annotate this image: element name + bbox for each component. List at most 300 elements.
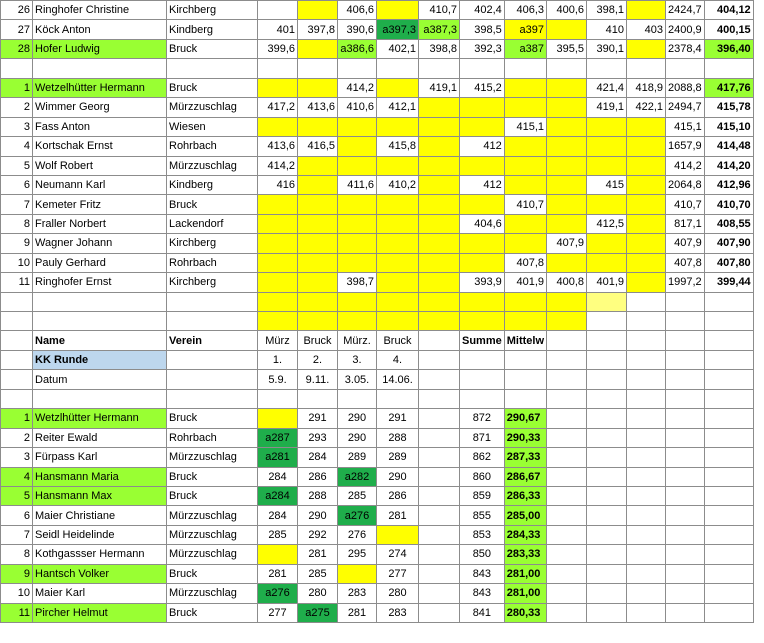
average-cell[interactable]: 286,67 [504,467,546,486]
cell[interactable] [704,350,753,369]
score-cell[interactable]: 410,7 [419,1,460,20]
shooter-name-cell[interactable]: Hansmann Max [33,486,167,505]
cell[interactable] [167,350,258,369]
score-cell[interactable] [627,292,666,311]
score-cell[interactable]: 410,6 [338,98,377,117]
score-cell[interactable] [298,59,338,78]
cell[interactable] [587,584,627,603]
shooter-name-cell[interactable]: Seidl Heidelinde [33,525,167,544]
cell[interactable] [547,331,587,350]
score-cell[interactable] [298,117,338,136]
score-cell[interactable] [419,214,460,233]
score-cell[interactable] [547,175,587,194]
score-cell[interactable] [547,78,587,97]
club-cell[interactable]: Rohrbach [167,428,258,447]
score-cell[interactable]: a387 [504,39,546,58]
score-cell[interactable]: 284 [298,448,338,467]
score-cell[interactable]: a397,3 [377,20,419,39]
average-cell[interactable]: 415,10 [704,117,753,136]
score-cell[interactable] [298,78,338,97]
score-cell[interactable]: 398,7 [338,273,377,292]
cell[interactable] [377,389,419,408]
rank-cell[interactable] [1,59,33,78]
name-header[interactable]: Name [33,331,167,350]
score-cell[interactable] [627,137,666,156]
score-cell[interactable]: 416 [258,175,298,194]
sum-cell[interactable]: 2064,8 [666,175,705,194]
score-cell[interactable]: a281 [258,448,298,467]
shooter-name-cell[interactable]: Pauly Gerhard [33,253,167,272]
round-cell[interactable]: 2. [298,350,338,369]
score-cell[interactable] [460,156,505,175]
score-cell[interactable] [419,234,460,253]
cell[interactable] [504,350,546,369]
score-cell[interactable]: 397,8 [298,20,338,39]
average-cell[interactable]: 410,70 [704,195,753,214]
cell[interactable] [298,389,338,408]
rank-cell[interactable]: 26 [1,1,33,20]
score-cell[interactable] [627,234,666,253]
score-cell[interactable] [377,253,419,272]
score-cell[interactable]: 413,6 [258,137,298,156]
score-cell[interactable] [504,214,546,233]
score-cell[interactable] [377,312,419,331]
score-cell[interactable] [504,156,546,175]
sum-cell[interactable]: 2088,8 [666,78,705,97]
cell[interactable] [419,389,460,408]
score-cell[interactable] [338,234,377,253]
score-cell[interactable] [419,156,460,175]
club-cell[interactable]: Lackendorf [167,214,258,233]
score-cell[interactable]: 412 [460,137,505,156]
cell[interactable] [547,389,587,408]
score-cell[interactable] [627,273,666,292]
score-cell[interactable]: 291 [298,409,338,428]
average-cell[interactable]: 290,67 [504,409,546,428]
score-cell[interactable]: 399,6 [258,39,298,58]
score-cell[interactable] [377,214,419,233]
score-cell[interactable]: 280 [377,584,419,603]
date-cell[interactable]: 14.06. [377,370,419,389]
score-cell[interactable] [377,234,419,253]
average-cell[interactable]: 414,20 [704,156,753,175]
sum-cell[interactable]: 410,7 [666,195,705,214]
cell[interactable] [419,409,460,428]
score-cell[interactable] [258,273,298,292]
cell[interactable] [627,525,666,544]
score-cell[interactable] [587,312,627,331]
score-cell[interactable]: 414,2 [258,156,298,175]
rank-cell[interactable] [1,292,33,311]
score-cell[interactable] [547,117,587,136]
score-cell[interactable]: 415,2 [460,78,505,97]
score-cell[interactable] [377,78,419,97]
score-cell[interactable]: 285 [338,486,377,505]
score-cell[interactable] [258,214,298,233]
cell[interactable] [587,428,627,447]
sum-cell[interactable]: 843 [460,564,505,583]
score-cell[interactable] [298,273,338,292]
rank-cell[interactable]: 8 [1,545,33,564]
cell[interactable] [419,564,460,583]
score-cell[interactable]: 412,5 [587,214,627,233]
score-cell[interactable]: 419,1 [587,98,627,117]
score-cell[interactable]: a287 [258,428,298,447]
col-header[interactable]: Bruck [298,331,338,350]
score-cell[interactable] [627,1,666,20]
cell[interactable] [258,389,298,408]
average-cell[interactable]: 399,44 [704,273,753,292]
sum-cell[interactable] [666,312,705,331]
score-cell[interactable] [547,312,587,331]
club-cell[interactable]: Bruck [167,603,258,622]
club-cell[interactable]: Kirchberg [167,1,258,20]
cell[interactable] [587,350,627,369]
score-cell[interactable]: 398,5 [460,20,505,39]
cell[interactable] [587,603,627,622]
score-cell[interactable] [338,156,377,175]
round-label[interactable]: KK Runde [33,350,167,369]
score-cell[interactable] [258,545,298,564]
score-cell[interactable] [377,117,419,136]
cell[interactable] [627,564,666,583]
score-cell[interactable]: 410,2 [377,175,419,194]
score-cell[interactable]: 283 [377,603,419,622]
score-cell[interactable] [338,195,377,214]
cell[interactable] [627,506,666,525]
shooter-name-cell[interactable]: Fraller Norbert [33,214,167,233]
score-cell[interactable] [587,234,627,253]
cell[interactable] [627,486,666,505]
round-cell[interactable]: 3. [338,350,377,369]
club-cell[interactable]: Mürzzuschlag [167,584,258,603]
shooter-name-cell[interactable]: Hantsch Volker [33,564,167,583]
cell[interactable] [704,428,753,447]
cell[interactable] [338,389,377,408]
rank-cell[interactable]: 1 [1,409,33,428]
date-cell[interactable]: 5.9. [258,370,298,389]
cell[interactable] [419,603,460,622]
score-cell[interactable]: 285 [258,525,298,544]
cell[interactable] [704,525,753,544]
cell[interactable] [704,331,753,350]
average-cell[interactable]: 281,00 [504,584,546,603]
score-cell[interactable] [338,312,377,331]
score-cell[interactable]: 402,1 [377,39,419,58]
score-cell[interactable]: 288 [298,486,338,505]
score-cell[interactable]: a282 [338,467,377,486]
rank-cell[interactable] [1,312,33,331]
score-cell[interactable] [258,312,298,331]
rank-cell[interactable]: 3 [1,117,33,136]
score-cell[interactable] [547,156,587,175]
score-cell[interactable]: a397 [504,20,546,39]
club-cell[interactable]: Mürzzuschlag [167,525,258,544]
club-cell[interactable]: Kindberg [167,20,258,39]
score-cell[interactable]: 291 [377,409,419,428]
cell[interactable] [419,428,460,447]
score-cell[interactable] [460,59,505,78]
average-cell[interactable]: 404,12 [704,1,753,20]
club-cell[interactable] [167,312,258,331]
score-cell[interactable] [419,253,460,272]
cell[interactable] [547,584,587,603]
average-cell[interactable]: 281,00 [504,564,546,583]
score-cell[interactable]: 402,4 [460,1,505,20]
club-cell[interactable]: Kindberg [167,175,258,194]
rank-cell[interactable]: 1 [1,78,33,97]
cell[interactable] [627,350,666,369]
score-cell[interactable] [419,312,460,331]
score-cell[interactable] [627,117,666,136]
cell[interactable] [666,564,705,583]
cell[interactable] [547,370,587,389]
score-cell[interactable] [258,59,298,78]
club-cell[interactable] [167,59,258,78]
cell[interactable] [587,525,627,544]
score-cell[interactable] [377,292,419,311]
score-cell[interactable] [419,59,460,78]
cell[interactable] [666,331,705,350]
score-cell[interactable] [298,1,338,20]
score-cell[interactable]: 281 [338,603,377,622]
cell[interactable] [666,584,705,603]
average-cell[interactable]: 284,33 [504,525,546,544]
cell[interactable] [547,448,587,467]
sum-cell[interactable]: 817,1 [666,214,705,233]
cell[interactable] [419,467,460,486]
cell[interactable] [419,584,460,603]
cell[interactable] [587,331,627,350]
score-cell[interactable] [504,234,546,253]
shooter-name-cell[interactable]: Wagner Johann [33,234,167,253]
cell[interactable] [704,584,753,603]
score-cell[interactable] [587,59,627,78]
score-cell[interactable]: 284 [258,506,298,525]
cell[interactable] [666,467,705,486]
cell[interactable] [627,428,666,447]
cell[interactable] [167,370,258,389]
club-cell[interactable]: Bruck [167,486,258,505]
score-cell[interactable] [298,39,338,58]
score-cell[interactable] [547,20,587,39]
score-cell[interactable] [258,1,298,20]
score-cell[interactable] [547,253,587,272]
cell[interactable] [504,370,546,389]
cell[interactable] [419,370,460,389]
score-cell[interactable] [258,117,298,136]
score-cell[interactable] [627,156,666,175]
average-cell[interactable]: 414,48 [704,137,753,156]
score-cell[interactable] [298,214,338,233]
date-label[interactable]: Datum [33,370,167,389]
score-cell[interactable]: 404,6 [460,214,505,233]
score-cell[interactable]: a275 [298,603,338,622]
score-cell[interactable] [504,78,546,97]
cell[interactable] [704,506,753,525]
round-cell[interactable]: 4. [377,350,419,369]
cell[interactable] [504,389,546,408]
cell[interactable] [587,467,627,486]
cell[interactable] [1,389,33,408]
cell[interactable] [587,506,627,525]
cell[interactable] [547,506,587,525]
average-cell[interactable] [704,292,753,311]
rank-cell[interactable]: 11 [1,603,33,622]
cell[interactable] [704,448,753,467]
cell[interactable] [704,564,753,583]
cell[interactable] [704,545,753,564]
cell[interactable] [627,389,666,408]
rank-cell[interactable]: 7 [1,195,33,214]
cell[interactable] [419,331,460,350]
club-cell[interactable]: Bruck [167,409,258,428]
rank-cell[interactable]: 2 [1,98,33,117]
score-cell[interactable] [547,195,587,214]
shooter-name-cell[interactable]: Köck Anton [33,20,167,39]
rank-cell[interactable]: 6 [1,506,33,525]
cell[interactable] [460,350,505,369]
average-cell[interactable]: 408,55 [704,214,753,233]
club-cell[interactable]: Bruck [167,564,258,583]
club-cell[interactable]: Mürzzuschlag [167,545,258,564]
sum-cell[interactable]: 407,8 [666,253,705,272]
score-cell[interactable] [419,195,460,214]
rank-cell[interactable]: 9 [1,564,33,583]
sum-cell[interactable] [666,59,705,78]
cell[interactable] [419,350,460,369]
rank-cell[interactable]: 3 [1,448,33,467]
sum-header[interactable]: Summe [460,331,505,350]
score-cell[interactable] [460,195,505,214]
average-cell[interactable]: 283,33 [504,545,546,564]
score-cell[interactable]: 290 [377,467,419,486]
score-cell[interactable]: 398,1 [587,1,627,20]
score-cell[interactable] [504,137,546,156]
score-cell[interactable]: 393,9 [460,273,505,292]
cell[interactable] [666,525,705,544]
cell[interactable] [1,370,33,389]
score-cell[interactable]: 284 [258,467,298,486]
score-cell[interactable]: 292 [298,525,338,544]
cell[interactable] [547,350,587,369]
cell[interactable] [419,545,460,564]
shooter-name-cell[interactable]: Reiter Ewald [33,428,167,447]
cell[interactable] [666,506,705,525]
club-cell[interactable]: Bruck [167,78,258,97]
score-cell[interactable] [547,98,587,117]
score-cell[interactable]: 410 [587,20,627,39]
cell[interactable] [666,389,705,408]
score-cell[interactable] [627,175,666,194]
score-cell[interactable] [377,273,419,292]
cell[interactable] [666,545,705,564]
average-cell[interactable]: 400,15 [704,20,753,39]
score-cell[interactable] [419,292,460,311]
club-cell[interactable]: Bruck [167,467,258,486]
score-cell[interactable]: 411,6 [338,175,377,194]
score-cell[interactable] [258,292,298,311]
score-cell[interactable] [504,59,546,78]
sum-cell[interactable]: 843 [460,584,505,603]
club-cell[interactable]: Mürzzuschlag [167,506,258,525]
score-cell[interactable]: 403 [627,20,666,39]
rank-cell[interactable] [1,331,33,350]
rank-cell[interactable]: 11 [1,273,33,292]
cell[interactable] [587,545,627,564]
club-cell[interactable]: Bruck [167,39,258,58]
sum-cell[interactable]: 415,1 [666,117,705,136]
cell[interactable] [704,370,753,389]
average-cell[interactable]: 407,80 [704,253,753,272]
average-cell[interactable]: 286,33 [504,486,546,505]
score-cell[interactable]: 288 [377,428,419,447]
shooter-name-cell[interactable] [33,312,167,331]
score-cell[interactable] [460,292,505,311]
score-cell[interactable]: 285 [298,564,338,583]
avg-header[interactable]: Mittelw [504,331,546,350]
score-cell[interactable]: 290 [298,506,338,525]
shooter-name-cell[interactable]: Maier Christiane [33,506,167,525]
score-cell[interactable]: 290 [338,409,377,428]
score-cell[interactable]: 407,9 [547,234,587,253]
shooter-name-cell[interactable]: Hofer Ludwig [33,39,167,58]
score-cell[interactable] [298,253,338,272]
score-cell[interactable] [460,234,505,253]
average-cell[interactable]: 285,00 [504,506,546,525]
score-cell[interactable]: 400,6 [547,1,587,20]
score-cell[interactable] [587,195,627,214]
average-cell[interactable] [704,312,753,331]
cell[interactable] [666,486,705,505]
average-cell[interactable]: 287,33 [504,448,546,467]
sum-cell[interactable]: 853 [460,525,505,544]
score-cell[interactable]: 401,9 [504,273,546,292]
score-cell[interactable]: 401 [258,20,298,39]
shooter-name-cell[interactable]: Hansmann Maria [33,467,167,486]
score-cell[interactable]: 400,8 [547,273,587,292]
score-cell[interactable] [587,117,627,136]
score-cell[interactable] [460,253,505,272]
sum-cell[interactable]: 2400,9 [666,20,705,39]
average-cell[interactable]: 407,90 [704,234,753,253]
cell[interactable] [547,467,587,486]
cell[interactable] [704,467,753,486]
score-cell[interactable]: 398,8 [419,39,460,58]
shooter-name-cell[interactable]: Wolf Robert [33,156,167,175]
sum-cell[interactable]: 1657,9 [666,137,705,156]
score-cell[interactable]: 416,5 [298,137,338,156]
score-cell[interactable] [504,312,546,331]
score-cell[interactable]: 281 [258,564,298,583]
score-cell[interactable] [547,292,587,311]
club-cell[interactable]: Bruck [167,195,258,214]
cell[interactable] [666,409,705,428]
score-cell[interactable] [258,409,298,428]
score-cell[interactable]: 414,2 [338,78,377,97]
score-cell[interactable] [627,253,666,272]
score-cell[interactable]: 412,1 [377,98,419,117]
score-cell[interactable] [460,98,505,117]
cell[interactable] [547,603,587,622]
shooter-name-cell[interactable]: Kortschak Ernst [33,137,167,156]
shooter-name-cell[interactable] [33,59,167,78]
sum-cell[interactable]: 850 [460,545,505,564]
score-cell[interactable] [338,137,377,156]
shooter-name-cell[interactable]: Wetzlhütter Hermann [33,409,167,428]
score-cell[interactable]: 412 [460,175,505,194]
cell[interactable] [419,506,460,525]
